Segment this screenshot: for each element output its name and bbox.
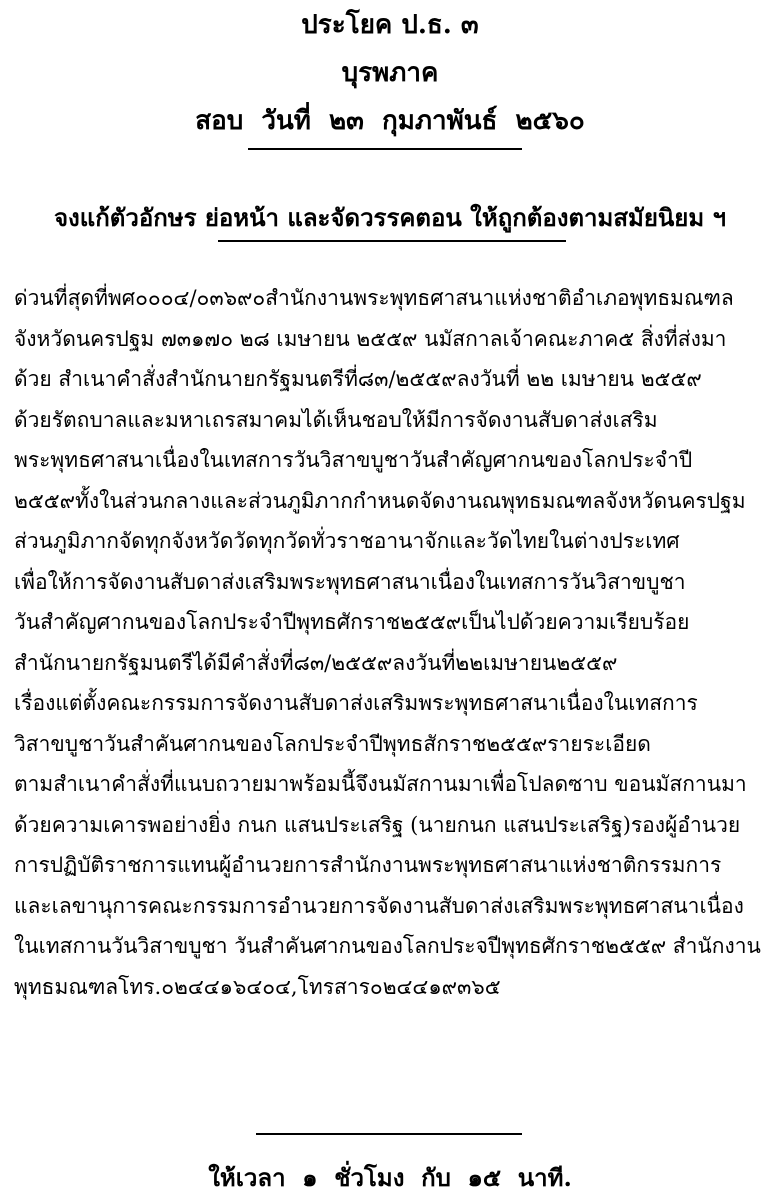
passage-line: พระพุทธศาสนาเนื่องในเทสการวันวิสาขบูชาวันสำคัญศากนของโลกประจำปี — [14, 448, 693, 472]
passage-line: เรื่องแต่ตั้งคณะกรรมการจัดงานสับดาส่งเสริมพระพุทธศาสนาเนื่องในเทสการ — [14, 691, 698, 715]
passage-line: วิสาขบูชาวันสำคันศากนของโลกประจำปีพุทธสักราช๒๕๕๙รายระเอียด — [14, 731, 651, 756]
passage-line: เพื่อให้การจัดงานสับดาส่งเสริมพระพุทธศาสนาเนื่องในเทสการวันวิสาขบูชา — [14, 569, 686, 594]
passage-line: ด้วย สำเนาคำสั่งสำนักนายกรัฐมนตรีที่๘๓/๒๕๕๙ลงวันที่ ๒๒ เมษายน ๒๕๕๙ — [14, 367, 702, 391]
exam-title: ประโยค ป.ธ. ๓ — [301, 10, 479, 40]
time-limit: ให้เวลา ๑ ชั่วโมง กับ ๑๕ นาที. — [208, 1163, 572, 1192]
passage-line: ด้วยรัตถบาลและมหาเถรสมาคมได้เห็นชอบให้มีการจัดงานสับดาส่งเสริม — [14, 407, 658, 432]
passage-line: วันสำคัญศากนของโลกประจำปีพุทธศักราช๒๕๕๙เป็นไปด้วยความเรียบร้อย — [14, 610, 690, 634]
passage-line: ส่วนภูมิภากจัดทุกจังหวัดวัดทุกวัดทั่วราชอานาจักและวัดไทยในต่างประเทศ — [14, 529, 680, 553]
passage-line: พุทธมณฑลโทร.๐๒๔๔๑๖๔๐๔,โทรสาร๐๒๔๔๑๙๓๖๕ — [14, 974, 501, 999]
passage-line: ๒๕๕๙ทั้งในส่วนกลางและส่วนภูมิภากกำหนดจัดงานณพุทธมณฑลจังหวัดนครปฐม — [14, 488, 746, 513]
exam-passage — [14, 278, 766, 1007]
exam-date: สอบ วันที่ ๒๓ กุมภาพันธ์ ๒๕๖๐ — [195, 106, 585, 136]
exam-subject: บุรพภาค — [341, 58, 439, 88]
instruction-divider — [218, 240, 566, 242]
passage-line: การปฏิบัติราชการแทนผู้อำนวยการสำนักงานพระพุทธศาสนาแห่งชาติกรรมการ — [14, 853, 722, 877]
passage-line: ตามสำเนาคำสั่งที่แนบถวายมาพร้อมนี้จึงนมัสกานมาเพื่อโปลดซาบ ขอนมัสกานมา — [14, 772, 747, 796]
header-divider — [248, 148, 522, 150]
exam-instruction: จงแก้ตัวอักษร ย่อหน้า และจัดวรรคตอน ให้ถูกต้องตามสมัยนิยม ฯ — [53, 203, 727, 232]
passage-line: จังหวัดนครปฐม ๗๓๑๗๐ ๒๘ เมษายน ๒๕๕๙ นมัสกาลเจ้าคณะภาค๕ สิ่งที่ส่งมา — [14, 326, 727, 351]
passage-line: ในเทสกานวันวิสาขบูชา วันสำคันศากนของโลกประจปีพุทธศักราช๒๕๕๙ สำนักงาน — [14, 934, 761, 958]
passage-line: ด้วยความเคารพอย่างยิ่ง กนก แสนประเสริฐ (นายกนก แสนประเสริฐ)รองผู้อำนวย — [14, 812, 741, 837]
passage-line: สำนักนายกรัฐมนตรีได้มีคำสั่งที่๘๓/๒๕๕๙ลงวันที่๒๒เมษายน๒๕๕๙ — [14, 650, 618, 675]
passage-line: ด่วนที่สุดที่พศ๐๐๐๔/๐๓๖๙๐สำนักงานพระพุทธศาสนาแห่งชาติอำเภอพุทธมณฑล — [14, 286, 734, 310]
footer-divider — [256, 1133, 522, 1135]
passage-line: และเลขานุการคณะกรรมการอำนวยการจัดงานสับดาส่งเสริมพระพุทธศาสนาเนื่อง — [14, 893, 744, 918]
